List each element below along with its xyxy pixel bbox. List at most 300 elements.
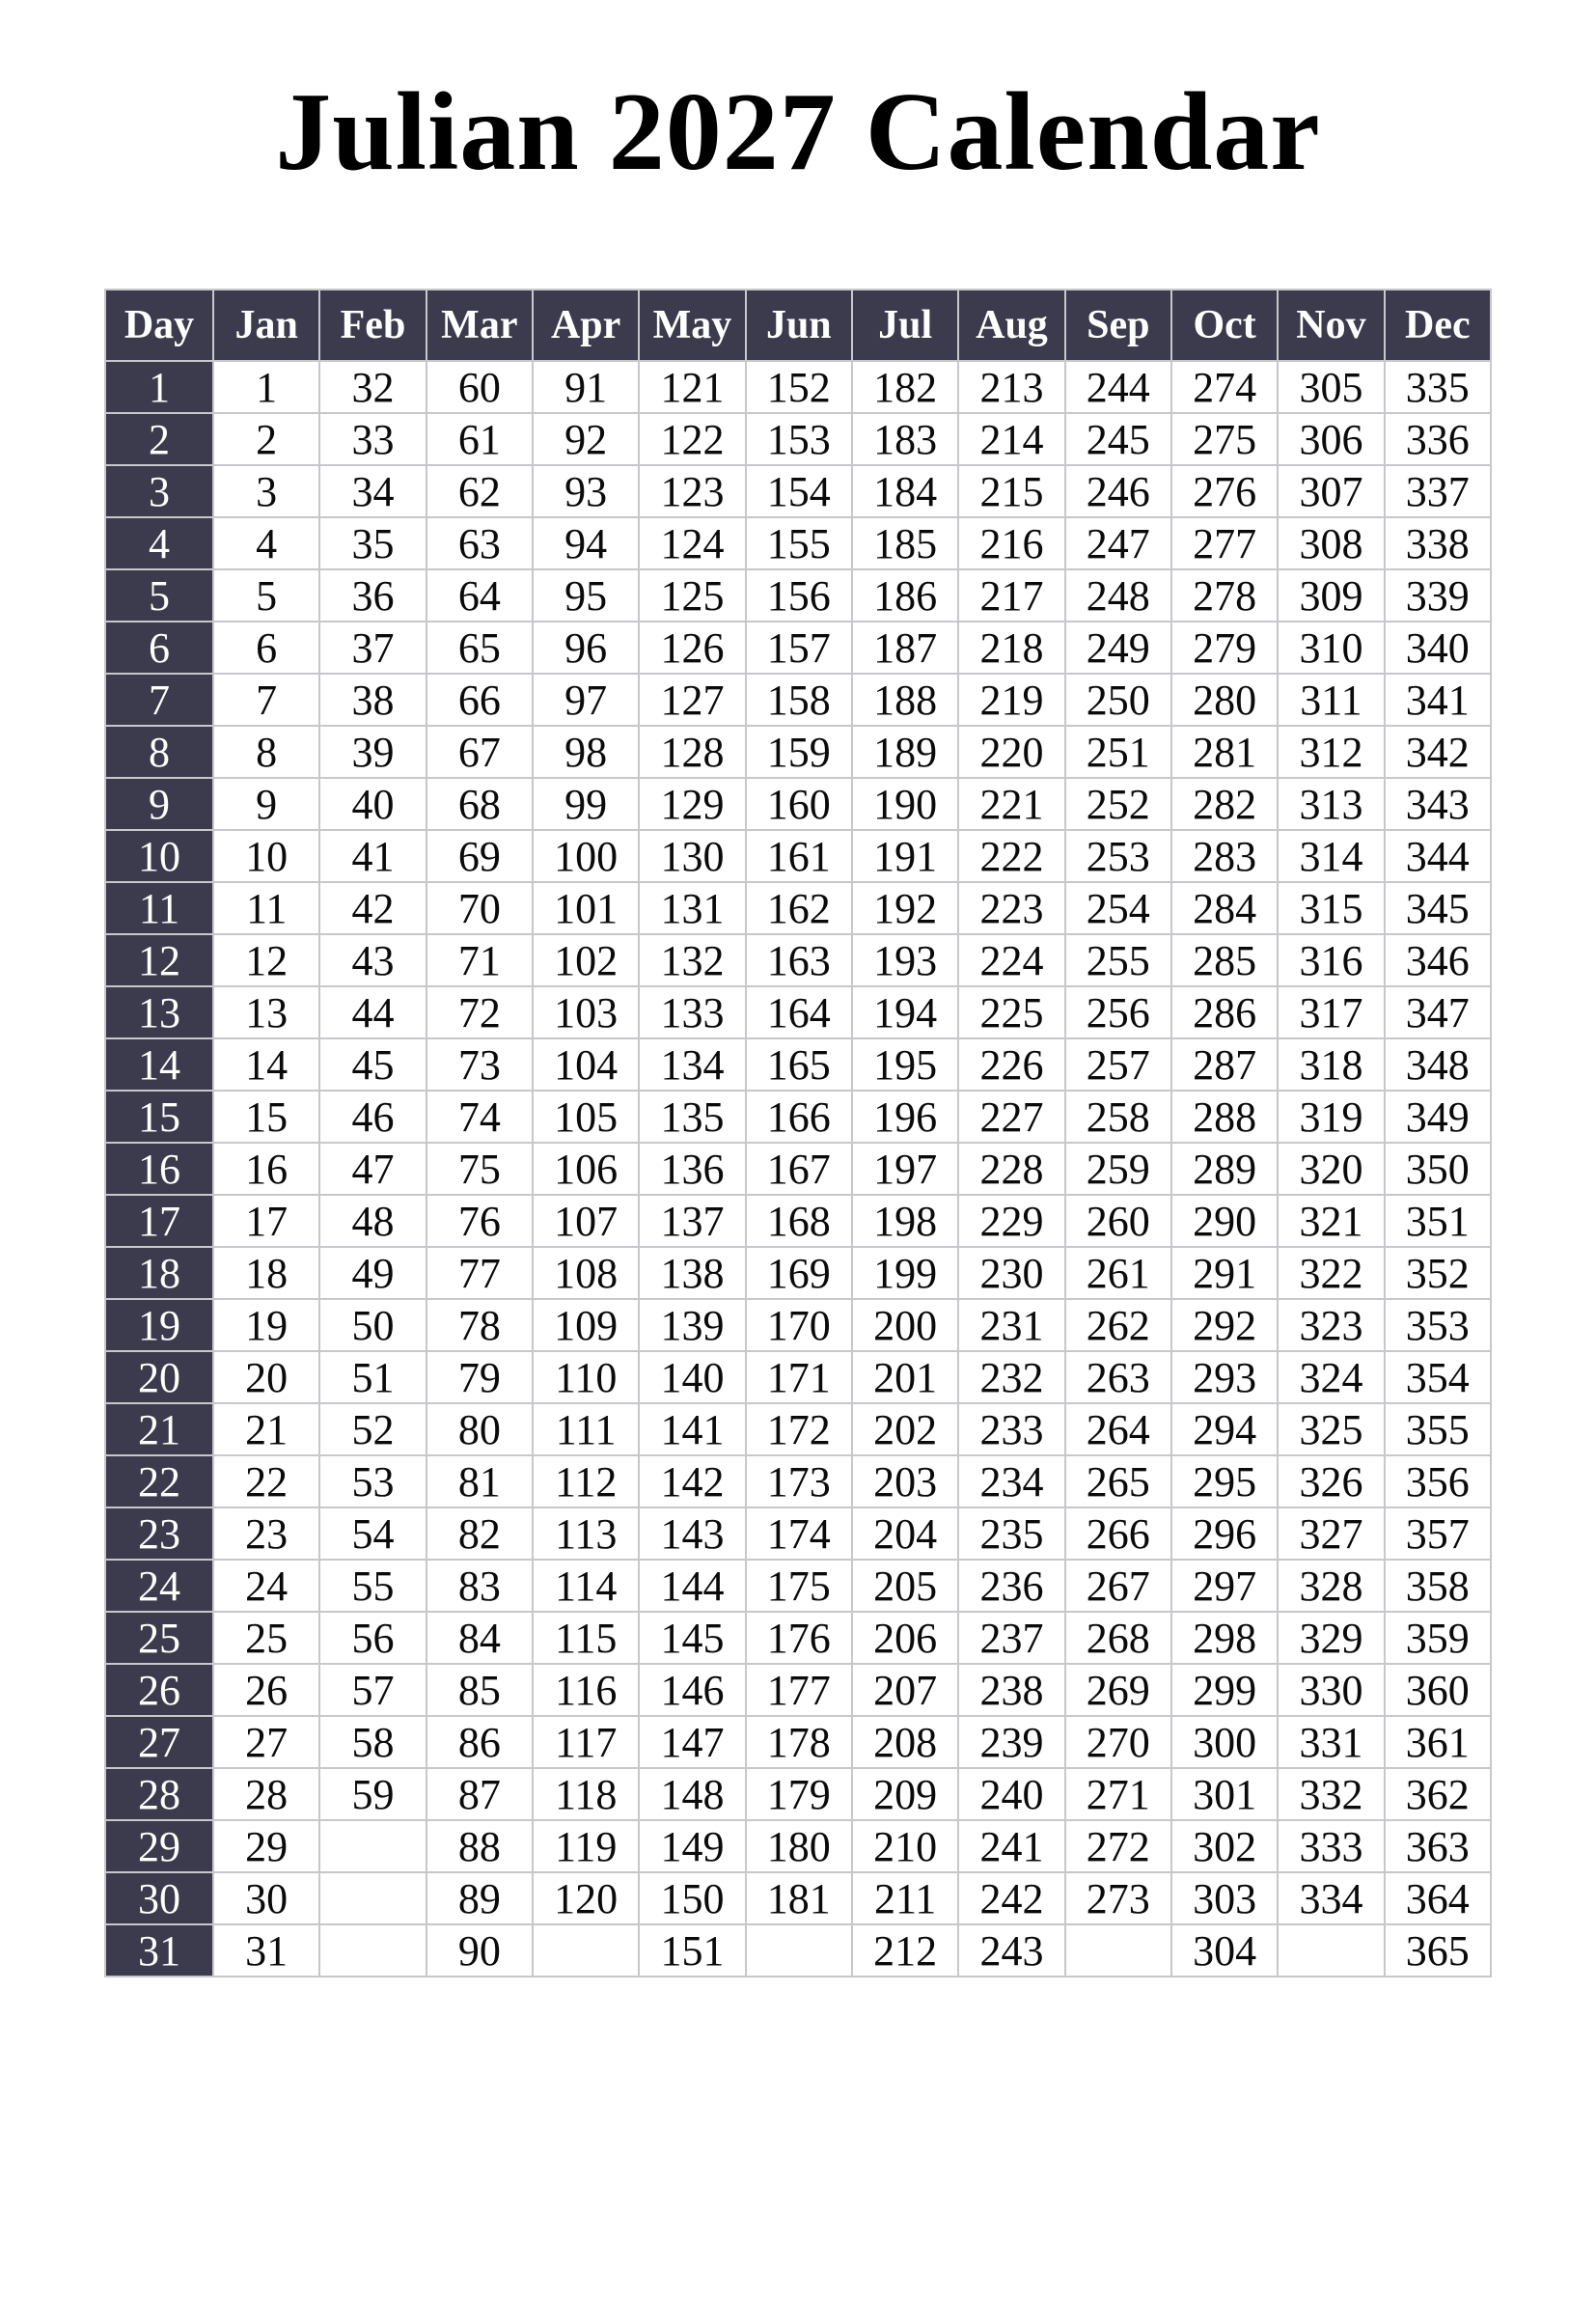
julian-date-cell-jun-9: 160 xyxy=(746,778,852,830)
julian-date-cell-oct-16: 289 xyxy=(1171,1143,1278,1195)
table-row-day-9 xyxy=(105,778,1491,830)
julian-date-cell-apr-1: 91 xyxy=(533,361,639,413)
julian-date-cell-feb-18: 49 xyxy=(319,1247,426,1299)
julian-date-cell-sep-17: 260 xyxy=(1065,1195,1171,1247)
table-row-day-2 xyxy=(105,413,1491,465)
julian-date-cell-apr-23: 113 xyxy=(533,1507,639,1560)
julian-date-cell-dec-10: 344 xyxy=(1385,830,1491,882)
julian-date-cell-aug-6: 218 xyxy=(958,622,1064,674)
julian-date-cell-dec-3: 337 xyxy=(1385,465,1491,517)
julian-date-cell-sep-6: 249 xyxy=(1065,622,1171,674)
julian-date-cell-jun-15: 166 xyxy=(746,1091,852,1143)
table-row-day-14 xyxy=(105,1038,1491,1091)
julian-date-cell-sep-26: 269 xyxy=(1065,1664,1171,1716)
julian-date-cell-may-28: 148 xyxy=(639,1768,745,1820)
julian-date-cell-aug-3: 215 xyxy=(958,465,1064,517)
julian-date-cell-oct-25: 298 xyxy=(1171,1612,1278,1664)
julian-date-cell-jun-5: 156 xyxy=(746,569,852,622)
julian-date-cell-sep-14: 257 xyxy=(1065,1038,1171,1091)
julian-date-cell-oct-9: 282 xyxy=(1171,778,1278,830)
julian-date-cell-feb-1: 32 xyxy=(319,361,426,413)
julian-date-cell-nov-31 xyxy=(1278,1924,1384,1977)
julian-date-cell-jun-30: 181 xyxy=(746,1872,852,1924)
julian-date-cell-jan-8: 8 xyxy=(213,726,319,778)
julian-date-cell-mar-24: 83 xyxy=(427,1560,533,1612)
julian-date-cell-may-4: 124 xyxy=(639,517,745,569)
julian-date-cell-jan-28: 28 xyxy=(213,1768,319,1820)
julian-date-cell-jun-18: 169 xyxy=(746,1247,852,1299)
day-number-cell: 10 xyxy=(105,830,213,882)
julian-date-cell-jun-4: 155 xyxy=(746,517,852,569)
month-header-nov: Nov xyxy=(1278,290,1384,361)
julian-date-cell-jan-25: 25 xyxy=(213,1612,319,1664)
julian-date-cell-sep-13: 256 xyxy=(1065,986,1171,1038)
day-number-cell: 1 xyxy=(105,361,213,413)
julian-date-cell-sep-10: 253 xyxy=(1065,830,1171,882)
julian-date-cell-oct-2: 275 xyxy=(1171,413,1278,465)
julian-date-cell-feb-4: 35 xyxy=(319,517,426,569)
table-row-day-19 xyxy=(105,1299,1491,1351)
julian-date-cell-sep-3: 246 xyxy=(1065,465,1171,517)
day-number-cell: 25 xyxy=(105,1612,213,1664)
julian-date-cell-aug-18: 230 xyxy=(958,1247,1064,1299)
julian-date-cell-sep-4: 247 xyxy=(1065,517,1171,569)
julian-date-cell-aug-17: 229 xyxy=(958,1195,1064,1247)
julian-date-cell-apr-27: 117 xyxy=(533,1716,639,1768)
calendar-body xyxy=(105,361,1491,1977)
julian-date-cell-aug-19: 231 xyxy=(958,1299,1064,1351)
julian-date-cell-oct-18: 291 xyxy=(1171,1247,1278,1299)
table-row-day-31 xyxy=(105,1924,1491,1977)
julian-date-cell-aug-5: 217 xyxy=(958,569,1064,622)
julian-date-cell-sep-18: 261 xyxy=(1065,1247,1171,1299)
julian-date-cell-jan-30: 30 xyxy=(213,1872,319,1924)
julian-date-cell-may-1: 121 xyxy=(639,361,745,413)
julian-date-cell-mar-2: 61 xyxy=(427,413,533,465)
julian-date-cell-sep-11: 254 xyxy=(1065,882,1171,934)
julian-date-cell-nov-12: 316 xyxy=(1278,934,1384,986)
julian-date-cell-jun-13: 164 xyxy=(746,986,852,1038)
julian-date-cell-jan-20: 20 xyxy=(213,1351,319,1403)
julian-date-cell-apr-28: 118 xyxy=(533,1768,639,1820)
julian-date-cell-may-14: 134 xyxy=(639,1038,745,1091)
julian-date-cell-may-5: 125 xyxy=(639,569,745,622)
julian-date-cell-may-11: 131 xyxy=(639,882,745,934)
month-header-mar: Mar xyxy=(427,290,533,361)
julian-date-cell-jun-11: 162 xyxy=(746,882,852,934)
day-number-cell: 30 xyxy=(105,1872,213,1924)
julian-date-cell-apr-18: 108 xyxy=(533,1247,639,1299)
julian-date-cell-nov-27: 331 xyxy=(1278,1716,1384,1768)
julian-date-cell-mar-31: 90 xyxy=(427,1924,533,1977)
julian-date-cell-jun-31 xyxy=(746,1924,852,1977)
julian-date-cell-dec-14: 348 xyxy=(1385,1038,1491,1091)
julian-date-cell-jan-1: 1 xyxy=(213,361,319,413)
table-row-day-15 xyxy=(105,1091,1491,1143)
julian-date-cell-jul-28: 209 xyxy=(852,1768,958,1820)
julian-date-cell-dec-13: 347 xyxy=(1385,986,1491,1038)
julian-date-cell-jul-24: 205 xyxy=(852,1560,958,1612)
julian-date-cell-mar-3: 62 xyxy=(427,465,533,517)
julian-date-cell-aug-1: 213 xyxy=(958,361,1064,413)
julian-date-cell-apr-16: 106 xyxy=(533,1143,639,1195)
day-number-cell: 8 xyxy=(105,726,213,778)
julian-date-cell-sep-20: 263 xyxy=(1065,1351,1171,1403)
julian-date-cell-nov-5: 309 xyxy=(1278,569,1384,622)
julian-date-cell-may-31: 151 xyxy=(639,1924,745,1977)
julian-date-cell-nov-28: 332 xyxy=(1278,1768,1384,1820)
table-row-day-3 xyxy=(105,465,1491,517)
day-number-cell: 14 xyxy=(105,1038,213,1091)
julian-date-cell-apr-15: 105 xyxy=(533,1091,639,1143)
day-number-cell: 9 xyxy=(105,778,213,830)
julian-date-cell-jul-9: 190 xyxy=(852,778,958,830)
julian-date-cell-aug-20: 232 xyxy=(958,1351,1064,1403)
julian-date-cell-dec-19: 353 xyxy=(1385,1299,1491,1351)
julian-date-cell-may-10: 130 xyxy=(639,830,745,882)
julian-date-cell-jan-12: 12 xyxy=(213,934,319,986)
julian-date-cell-apr-14: 104 xyxy=(533,1038,639,1091)
julian-date-cell-may-2: 122 xyxy=(639,413,745,465)
table-row-day-20 xyxy=(105,1351,1491,1403)
julian-date-cell-apr-24: 114 xyxy=(533,1560,639,1612)
julian-date-cell-oct-28: 301 xyxy=(1171,1768,1278,1820)
julian-date-cell-aug-29: 241 xyxy=(958,1820,1064,1872)
julian-date-cell-nov-4: 308 xyxy=(1278,517,1384,569)
julian-date-cell-apr-13: 103 xyxy=(533,986,639,1038)
julian-date-cell-may-9: 129 xyxy=(639,778,745,830)
julian-date-cell-may-17: 137 xyxy=(639,1195,745,1247)
julian-date-cell-nov-22: 326 xyxy=(1278,1455,1384,1507)
julian-date-cell-apr-12: 102 xyxy=(533,934,639,986)
julian-date-cell-jan-27: 27 xyxy=(213,1716,319,1768)
julian-date-cell-may-15: 135 xyxy=(639,1091,745,1143)
julian-date-cell-nov-30: 334 xyxy=(1278,1872,1384,1924)
julian-date-cell-jan-21: 21 xyxy=(213,1403,319,1455)
julian-date-cell-aug-7: 219 xyxy=(958,674,1064,726)
julian-date-cell-aug-27: 239 xyxy=(958,1716,1064,1768)
julian-date-cell-jan-31: 31 xyxy=(213,1924,319,1977)
julian-date-cell-nov-26: 330 xyxy=(1278,1664,1384,1716)
day-number-cell: 18 xyxy=(105,1247,213,1299)
julian-date-cell-dec-7: 341 xyxy=(1385,674,1491,726)
julian-date-cell-jan-9: 9 xyxy=(213,778,319,830)
julian-date-cell-feb-27: 58 xyxy=(319,1716,426,1768)
julian-date-cell-mar-7: 66 xyxy=(427,674,533,726)
julian-date-cell-oct-13: 286 xyxy=(1171,986,1278,1038)
julian-date-cell-apr-10: 100 xyxy=(533,830,639,882)
julian-date-cell-jan-26: 26 xyxy=(213,1664,319,1716)
julian-date-cell-mar-27: 86 xyxy=(427,1716,533,1768)
month-header-sep: Sep xyxy=(1065,290,1171,361)
julian-date-cell-jan-7: 7 xyxy=(213,674,319,726)
month-header-jan: Jan xyxy=(213,290,319,361)
julian-date-cell-feb-29 xyxy=(319,1820,426,1872)
julian-date-cell-jul-6: 187 xyxy=(852,622,958,674)
julian-date-cell-apr-11: 101 xyxy=(533,882,639,934)
day-number-cell: 6 xyxy=(105,622,213,674)
julian-date-cell-dec-22: 356 xyxy=(1385,1455,1491,1507)
julian-date-cell-sep-5: 248 xyxy=(1065,569,1171,622)
julian-date-cell-apr-30: 120 xyxy=(533,1872,639,1924)
julian-date-cell-feb-11: 42 xyxy=(319,882,426,934)
julian-date-cell-dec-11: 345 xyxy=(1385,882,1491,934)
day-column-header: Day xyxy=(105,290,213,361)
julian-date-cell-sep-8: 251 xyxy=(1065,726,1171,778)
julian-date-cell-mar-6: 65 xyxy=(427,622,533,674)
julian-date-cell-jan-17: 17 xyxy=(213,1195,319,1247)
month-header-oct: Oct xyxy=(1171,290,1278,361)
julian-date-cell-jul-26: 207 xyxy=(852,1664,958,1716)
julian-date-cell-jul-31: 212 xyxy=(852,1924,958,1977)
julian-date-cell-feb-13: 44 xyxy=(319,986,426,1038)
julian-date-cell-feb-19: 50 xyxy=(319,1299,426,1351)
julian-date-cell-oct-27: 300 xyxy=(1171,1716,1278,1768)
julian-date-cell-aug-26: 238 xyxy=(958,1664,1064,1716)
julian-date-cell-dec-28: 362 xyxy=(1385,1768,1491,1820)
julian-date-cell-aug-15: 227 xyxy=(958,1091,1064,1143)
table-row-day-12 xyxy=(105,934,1491,986)
julian-date-cell-dec-12: 346 xyxy=(1385,934,1491,986)
day-number-cell: 11 xyxy=(105,882,213,934)
julian-date-cell-jul-10: 191 xyxy=(852,830,958,882)
month-header-may: May xyxy=(639,290,745,361)
julian-date-cell-jun-1: 152 xyxy=(746,361,852,413)
julian-date-cell-feb-31 xyxy=(319,1924,426,1977)
table-row-day-30 xyxy=(105,1872,1491,1924)
day-number-cell: 7 xyxy=(105,674,213,726)
julian-date-cell-feb-17: 48 xyxy=(319,1195,426,1247)
julian-date-cell-oct-29: 302 xyxy=(1171,1820,1278,1872)
julian-date-cell-jun-24: 175 xyxy=(746,1560,852,1612)
julian-date-cell-nov-20: 324 xyxy=(1278,1351,1384,1403)
julian-date-cell-jan-29: 29 xyxy=(213,1820,319,1872)
julian-date-cell-oct-23: 296 xyxy=(1171,1507,1278,1560)
month-header-feb: Feb xyxy=(319,290,426,361)
julian-date-cell-may-21: 141 xyxy=(639,1403,745,1455)
month-header-jul: Jul xyxy=(852,290,958,361)
julian-date-cell-feb-23: 54 xyxy=(319,1507,426,1560)
julian-date-cell-jun-29: 180 xyxy=(746,1820,852,1872)
julian-date-cell-aug-14: 226 xyxy=(958,1038,1064,1091)
table-row-day-29 xyxy=(105,1820,1491,1872)
julian-date-cell-nov-2: 306 xyxy=(1278,413,1384,465)
day-number-cell: 26 xyxy=(105,1664,213,1716)
julian-date-cell-oct-20: 293 xyxy=(1171,1351,1278,1403)
julian-date-cell-oct-24: 297 xyxy=(1171,1560,1278,1612)
julian-date-cell-jun-28: 179 xyxy=(746,1768,852,1820)
julian-date-cell-aug-28: 240 xyxy=(958,1768,1064,1820)
julian-date-cell-apr-2: 92 xyxy=(533,413,639,465)
julian-date-cell-jan-23: 23 xyxy=(213,1507,319,1560)
julian-date-cell-apr-20: 110 xyxy=(533,1351,639,1403)
julian-date-cell-jul-13: 194 xyxy=(852,986,958,1038)
julian-date-cell-may-22: 142 xyxy=(639,1455,745,1507)
day-number-cell: 17 xyxy=(105,1195,213,1247)
julian-date-cell-aug-22: 234 xyxy=(958,1455,1064,1507)
julian-date-cell-jul-8: 189 xyxy=(852,726,958,778)
julian-date-cell-dec-29: 363 xyxy=(1385,1820,1491,1872)
day-number-cell: 15 xyxy=(105,1091,213,1143)
month-header-dec: Dec xyxy=(1385,290,1491,361)
day-number-cell: 4 xyxy=(105,517,213,569)
julian-date-cell-dec-17: 351 xyxy=(1385,1195,1491,1247)
julian-date-cell-apr-9: 99 xyxy=(533,778,639,830)
julian-date-cell-jul-16: 197 xyxy=(852,1143,958,1195)
julian-date-cell-dec-4: 338 xyxy=(1385,517,1491,569)
julian-date-cell-feb-9: 40 xyxy=(319,778,426,830)
julian-date-cell-may-26: 146 xyxy=(639,1664,745,1716)
julian-date-cell-jan-11: 11 xyxy=(213,882,319,934)
julian-date-cell-apr-3: 93 xyxy=(533,465,639,517)
julian-date-cell-oct-22: 295 xyxy=(1171,1455,1278,1507)
julian-date-cell-sep-15: 258 xyxy=(1065,1091,1171,1143)
julian-date-cell-aug-12: 224 xyxy=(958,934,1064,986)
julian-date-cell-sep-23: 266 xyxy=(1065,1507,1171,1560)
julian-date-cell-mar-12: 71 xyxy=(427,934,533,986)
julian-date-cell-dec-8: 342 xyxy=(1385,726,1491,778)
julian-date-cell-mar-1: 60 xyxy=(427,361,533,413)
julian-date-cell-oct-31: 304 xyxy=(1171,1924,1278,1977)
julian-date-cell-jan-15: 15 xyxy=(213,1091,319,1143)
julian-date-cell-feb-24: 55 xyxy=(319,1560,426,1612)
julian-date-cell-jan-6: 6 xyxy=(213,622,319,674)
julian-date-cell-apr-7: 97 xyxy=(533,674,639,726)
julian-date-cell-jul-22: 203 xyxy=(852,1455,958,1507)
day-number-cell: 12 xyxy=(105,934,213,986)
julian-date-cell-feb-7: 38 xyxy=(319,674,426,726)
julian-date-cell-may-6: 126 xyxy=(639,622,745,674)
julian-date-cell-jul-2: 183 xyxy=(852,413,958,465)
julian-date-cell-jun-8: 159 xyxy=(746,726,852,778)
julian-date-cell-dec-23: 357 xyxy=(1385,1507,1491,1560)
julian-date-cell-nov-29: 333 xyxy=(1278,1820,1384,1872)
julian-date-cell-jul-21: 202 xyxy=(852,1403,958,1455)
header-row xyxy=(105,290,1491,361)
julian-date-cell-dec-27: 361 xyxy=(1385,1716,1491,1768)
julian-date-cell-aug-25: 237 xyxy=(958,1612,1064,1664)
julian-date-cell-jan-3: 3 xyxy=(213,465,319,517)
julian-date-cell-sep-19: 262 xyxy=(1065,1299,1171,1351)
julian-date-cell-mar-17: 76 xyxy=(427,1195,533,1247)
julian-date-cell-jan-4: 4 xyxy=(213,517,319,569)
julian-date-cell-aug-2: 214 xyxy=(958,413,1064,465)
julian-date-cell-aug-16: 228 xyxy=(958,1143,1064,1195)
julian-date-cell-nov-17: 321 xyxy=(1278,1195,1384,1247)
julian-date-cell-dec-6: 340 xyxy=(1385,622,1491,674)
julian-date-cell-aug-21: 233 xyxy=(958,1403,1064,1455)
day-number-cell: 5 xyxy=(105,569,213,622)
julian-date-cell-dec-25: 359 xyxy=(1385,1612,1491,1664)
julian-date-cell-dec-9: 343 xyxy=(1385,778,1491,830)
julian-date-cell-apr-8: 98 xyxy=(533,726,639,778)
julian-date-cell-nov-8: 312 xyxy=(1278,726,1384,778)
julian-date-cell-apr-25: 115 xyxy=(533,1612,639,1664)
julian-date-cell-oct-21: 294 xyxy=(1171,1403,1278,1455)
julian-date-cell-feb-8: 39 xyxy=(319,726,426,778)
julian-date-cell-jul-23: 204 xyxy=(852,1507,958,1560)
table-row-day-23 xyxy=(105,1507,1491,1560)
julian-date-cell-dec-15: 349 xyxy=(1385,1091,1491,1143)
julian-date-cell-oct-19: 292 xyxy=(1171,1299,1278,1351)
julian-date-cell-oct-26: 299 xyxy=(1171,1664,1278,1716)
julian-date-cell-mar-25: 84 xyxy=(427,1612,533,1664)
julian-date-cell-dec-21: 355 xyxy=(1385,1403,1491,1455)
table-row-day-28 xyxy=(105,1768,1491,1820)
julian-date-cell-mar-29: 88 xyxy=(427,1820,533,1872)
julian-date-cell-jul-3: 184 xyxy=(852,465,958,517)
julian-date-cell-may-3: 123 xyxy=(639,465,745,517)
julian-date-cell-feb-15: 46 xyxy=(319,1091,426,1143)
julian-date-cell-apr-17: 107 xyxy=(533,1195,639,1247)
julian-date-cell-jul-14: 195 xyxy=(852,1038,958,1091)
julian-date-cell-oct-1: 274 xyxy=(1171,361,1278,413)
julian-date-cell-mar-10: 69 xyxy=(427,830,533,882)
julian-date-cell-jun-19: 170 xyxy=(746,1299,852,1351)
julian-date-cell-oct-6: 279 xyxy=(1171,622,1278,674)
julian-date-cell-sep-1: 244 xyxy=(1065,361,1171,413)
julian-date-cell-jul-20: 201 xyxy=(852,1351,958,1403)
julian-date-cell-aug-30: 242 xyxy=(958,1872,1064,1924)
julian-date-cell-mar-21: 80 xyxy=(427,1403,533,1455)
julian-date-cell-jun-7: 158 xyxy=(746,674,852,726)
month-header-aug: Aug xyxy=(958,290,1064,361)
table-row-day-1 xyxy=(105,361,1491,413)
julian-date-cell-nov-23: 327 xyxy=(1278,1507,1384,1560)
julian-date-cell-feb-3: 34 xyxy=(319,465,426,517)
julian-date-cell-apr-19: 109 xyxy=(533,1299,639,1351)
julian-date-cell-aug-10: 222 xyxy=(958,830,1064,882)
table-row-day-6 xyxy=(105,622,1491,674)
julian-date-cell-oct-14: 287 xyxy=(1171,1038,1278,1091)
julian-date-cell-may-27: 147 xyxy=(639,1716,745,1768)
table-row-day-17 xyxy=(105,1195,1491,1247)
day-number-cell: 2 xyxy=(105,413,213,465)
julian-date-cell-dec-24: 358 xyxy=(1385,1560,1491,1612)
day-number-cell: 28 xyxy=(105,1768,213,1820)
julian-date-cell-nov-11: 315 xyxy=(1278,882,1384,934)
julian-date-cell-mar-9: 68 xyxy=(427,778,533,830)
julian-date-cell-jul-1: 182 xyxy=(852,361,958,413)
julian-date-cell-aug-31: 243 xyxy=(958,1924,1064,1977)
julian-date-cell-dec-31: 365 xyxy=(1385,1924,1491,1977)
julian-date-cell-nov-15: 319 xyxy=(1278,1091,1384,1143)
julian-date-cell-may-30: 150 xyxy=(639,1872,745,1924)
table-row-day-11 xyxy=(105,882,1491,934)
julian-date-cell-sep-25: 268 xyxy=(1065,1612,1171,1664)
julian-date-cell-nov-18: 322 xyxy=(1278,1247,1384,1299)
julian-date-cell-sep-28: 271 xyxy=(1065,1768,1171,1820)
julian-date-cell-feb-22: 53 xyxy=(319,1455,426,1507)
day-number-cell: 19 xyxy=(105,1299,213,1351)
julian-date-cell-nov-3: 307 xyxy=(1278,465,1384,517)
table-row-day-18 xyxy=(105,1247,1491,1299)
julian-date-cell-sep-27: 270 xyxy=(1065,1716,1171,1768)
julian-date-cell-sep-2: 245 xyxy=(1065,413,1171,465)
julian-date-cell-jun-27: 178 xyxy=(746,1716,852,1768)
julian-date-cell-jun-3: 154 xyxy=(746,465,852,517)
julian-calendar-table xyxy=(104,289,1492,1977)
julian-date-cell-apr-6: 96 xyxy=(533,622,639,674)
julian-date-cell-may-25: 145 xyxy=(639,1612,745,1664)
julian-date-cell-dec-2: 336 xyxy=(1385,413,1491,465)
julian-date-cell-may-7: 127 xyxy=(639,674,745,726)
julian-date-cell-sep-31 xyxy=(1065,1924,1171,1977)
julian-date-cell-aug-4: 216 xyxy=(958,517,1064,569)
julian-date-cell-mar-14: 73 xyxy=(427,1038,533,1091)
julian-date-cell-mar-8: 67 xyxy=(427,726,533,778)
julian-date-cell-oct-7: 280 xyxy=(1171,674,1278,726)
